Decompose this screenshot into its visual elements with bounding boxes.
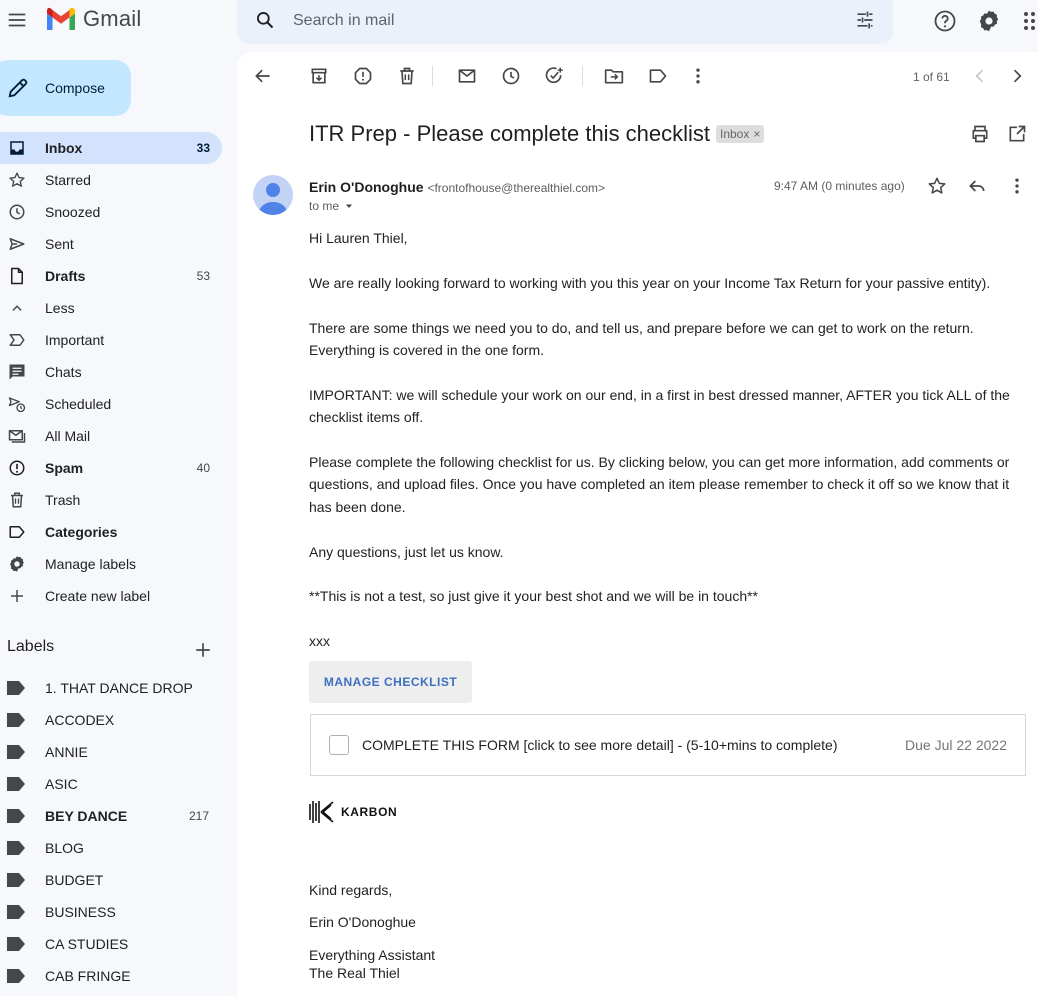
caret-down-icon bbox=[343, 200, 355, 212]
sidebar-item-label: Scheduled bbox=[45, 396, 112, 412]
label-tag-icon bbox=[7, 969, 25, 983]
chip-remove-icon[interactable]: × bbox=[753, 127, 761, 141]
back-arrow-icon[interactable] bbox=[253, 66, 273, 86]
karbon-wordmark: KARBON bbox=[341, 805, 398, 819]
sidebar-item-inbox[interactable] bbox=[0, 132, 222, 164]
reply-icon[interactable] bbox=[967, 176, 987, 196]
chevron-up-icon bbox=[8, 299, 26, 317]
label-name: 1. THAT DANCE DROP bbox=[45, 680, 193, 696]
unread-count: 33 bbox=[196, 141, 210, 155]
sidebar-item-scheduled[interactable] bbox=[0, 388, 222, 420]
label-item[interactable] bbox=[0, 896, 222, 928]
label-item[interactable] bbox=[0, 864, 222, 896]
sender-name[interactable]: Erin O'Donoghue bbox=[309, 179, 424, 195]
sidebar-item-label: Trash bbox=[45, 492, 81, 508]
checklist-item-row[interactable] bbox=[310, 714, 1026, 776]
label-name: ACCODEX bbox=[45, 712, 115, 728]
label-name: BUSINESS bbox=[45, 904, 116, 920]
body-paragraph: Please complete the following checklist for us. By clicking below, you can get more information, add comments or questions, and upload files. Once you have completed an item please remember to check it off so we know that it has been done. bbox=[309, 454, 1010, 515]
label-name: BEY DANCE bbox=[45, 808, 128, 824]
person-icon bbox=[253, 175, 293, 215]
karbon-mark-icon bbox=[309, 800, 335, 824]
label-item[interactable] bbox=[0, 768, 222, 800]
label-item[interactable] bbox=[0, 960, 222, 992]
sidebar-item-label: Less bbox=[45, 300, 75, 316]
trash-icon bbox=[8, 491, 26, 509]
label-tag-icon bbox=[7, 745, 25, 759]
label-item[interactable] bbox=[0, 832, 222, 864]
sidebar-item-label: All Mail bbox=[45, 428, 91, 444]
label-tag-icon bbox=[7, 777, 25, 791]
body-paragraph: **This is not a test, so just give it your best shot and we will be in touch** bbox=[309, 588, 759, 605]
body-paragraph: IMPORTANT: we will schedule your work on our end, in a first in best dressed manner, AFTER you tick ALL of the checklist items off. bbox=[309, 386, 1010, 426]
archive-icon[interactable] bbox=[309, 66, 329, 86]
important-icon bbox=[8, 331, 26, 349]
pencil-icon bbox=[7, 77, 29, 99]
chat-icon bbox=[8, 363, 26, 381]
label-item[interactable] bbox=[0, 736, 222, 768]
sender-email: <frontofhouse@therealthiel.com> bbox=[427, 181, 606, 195]
chevron-left-icon[interactable] bbox=[970, 66, 990, 86]
compose-button[interactable] bbox=[0, 60, 131, 116]
more-options-icon[interactable] bbox=[1007, 176, 1027, 196]
sidebar-item-label: Spam bbox=[45, 460, 84, 476]
labels-heading: Labels bbox=[7, 638, 55, 655]
label-tag-icon bbox=[7, 809, 25, 823]
toolbar-divider bbox=[582, 66, 583, 86]
recipient-label: to me bbox=[309, 199, 340, 213]
search-options-icon[interactable] bbox=[855, 10, 875, 30]
sidebar-item-label: Drafts bbox=[45, 268, 86, 284]
sidebar-item-starred[interactable] bbox=[0, 164, 222, 196]
sidebar-item-label: Sent bbox=[45, 236, 74, 252]
label-name: BLOG bbox=[45, 840, 84, 856]
draft-icon bbox=[8, 267, 26, 285]
checklist-due-date: Due Jul 22 2022 bbox=[905, 737, 1007, 753]
body-paragraph: Any questions, just let us know. bbox=[309, 543, 504, 560]
spam-count: 40 bbox=[196, 461, 210, 475]
snooze-icon[interactable] bbox=[501, 66, 521, 86]
body-paragraph: xxx bbox=[309, 633, 330, 650]
sidebar-item-label: Important bbox=[45, 332, 105, 348]
sidebar-item-label: Categories bbox=[45, 524, 118, 540]
app-name: Gmail bbox=[83, 6, 142, 31]
recipient-details[interactable] bbox=[309, 199, 355, 213]
settings-icon[interactable] bbox=[977, 9, 1001, 33]
sidebar-item-drafts[interactable] bbox=[0, 260, 222, 292]
label-icon[interactable] bbox=[648, 66, 668, 86]
inbox-icon bbox=[8, 139, 26, 157]
label-tag-icon bbox=[7, 873, 25, 887]
inbox-label-chip[interactable] bbox=[716, 125, 764, 143]
sidebar-item-snoozed[interactable] bbox=[0, 196, 222, 228]
star-icon[interactable] bbox=[927, 176, 947, 196]
more-vert-icon[interactable] bbox=[688, 66, 708, 86]
label-item[interactable] bbox=[0, 928, 222, 960]
label-name: CA STUDIES bbox=[45, 936, 129, 952]
spam-icon bbox=[8, 459, 26, 477]
toolbar-divider bbox=[432, 66, 433, 86]
gear-icon bbox=[8, 555, 26, 573]
sidebar-item-label: Inbox bbox=[45, 140, 83, 156]
sidebar-item-less[interactable] bbox=[0, 292, 222, 324]
sign-off: Kind regards, bbox=[309, 882, 393, 898]
sidebar-item-create-label[interactable] bbox=[0, 580, 222, 612]
sidebar-item-label: Starred bbox=[45, 172, 91, 188]
label-tag-icon bbox=[7, 841, 25, 855]
label-item[interactable] bbox=[0, 800, 222, 832]
label-outline-icon bbox=[8, 523, 26, 541]
label-tag-icon bbox=[7, 905, 25, 919]
pagination-label: 1 of 61 bbox=[913, 70, 950, 84]
sidebar-item-categories[interactable] bbox=[0, 516, 222, 548]
greeting: Hi Lauren Thiel, bbox=[309, 230, 408, 246]
main-menu-button[interactable] bbox=[6, 9, 28, 31]
delete-icon[interactable] bbox=[397, 66, 417, 86]
add-label-icon[interactable] bbox=[194, 641, 212, 659]
label-tag-icon bbox=[7, 937, 25, 951]
plus-icon bbox=[8, 587, 26, 605]
label-item[interactable] bbox=[0, 704, 222, 736]
compose-label: Compose bbox=[45, 80, 105, 96]
add-to-tasks-icon[interactable] bbox=[544, 66, 564, 86]
email-body bbox=[309, 227, 1019, 675]
sidebar-item-manage-labels[interactable] bbox=[0, 548, 222, 580]
draft-count: 53 bbox=[196, 269, 210, 283]
report-spam-icon[interactable] bbox=[353, 66, 373, 86]
manage-checklist-button[interactable]: MANAGE CHECKLIST bbox=[309, 661, 472, 703]
sidebar-item-important[interactable] bbox=[0, 324, 222, 356]
sidebar-item-label: Manage labels bbox=[45, 556, 137, 572]
search-icon[interactable] bbox=[255, 10, 275, 30]
clock-icon bbox=[8, 203, 26, 221]
label-item[interactable] bbox=[0, 672, 222, 704]
signature-company: The Real Thiel bbox=[309, 965, 400, 981]
message-view bbox=[237, 52, 1038, 996]
open-new-window-icon[interactable] bbox=[1007, 124, 1027, 144]
print-icon[interactable] bbox=[970, 124, 990, 144]
menu-icon bbox=[6, 9, 28, 31]
sidebar-item-chats[interactable] bbox=[0, 356, 222, 388]
label-name: ANNIE bbox=[45, 744, 88, 760]
sidebar-item-label: Create new label bbox=[45, 588, 151, 604]
search-input[interactable] bbox=[293, 9, 793, 33]
gmail-m-icon bbox=[45, 6, 77, 32]
sidebar-item-trash[interactable] bbox=[0, 484, 222, 516]
move-to-icon[interactable] bbox=[604, 66, 624, 86]
signature-title: Everything Assistant bbox=[309, 947, 436, 963]
label-name: ASIC bbox=[45, 776, 78, 792]
sidebar-item-label: Chats bbox=[45, 364, 82, 380]
checklist-item-text[interactable]: COMPLETE THIS FORM [click to see more detail] - (5-10+mins to complete) bbox=[362, 737, 838, 753]
sender-line bbox=[309, 179, 605, 195]
label-tag-icon bbox=[7, 713, 25, 727]
label-name: BUDGET bbox=[45, 872, 104, 888]
all-mail-icon bbox=[8, 427, 26, 445]
sidebar-item-spam[interactable] bbox=[0, 452, 222, 484]
sidebar-item-label: Snoozed bbox=[45, 204, 101, 220]
labels-list bbox=[0, 672, 222, 992]
gmail-logo[interactable] bbox=[45, 6, 141, 32]
signature-name: Erin O'Donoghue bbox=[309, 914, 416, 930]
help-icon[interactable] bbox=[933, 9, 957, 33]
karbon-logo[interactable] bbox=[309, 800, 397, 824]
chip-label: Inbox bbox=[720, 127, 750, 141]
scheduled-icon bbox=[8, 395, 26, 413]
checklist-checkbox[interactable] bbox=[329, 735, 349, 755]
chevron-right-icon[interactable] bbox=[1007, 66, 1027, 86]
email-subject: ITR Prep - Please complete this checklist bbox=[309, 121, 711, 146]
label-name: CAB FRINGE bbox=[45, 968, 131, 984]
star-icon bbox=[8, 171, 26, 189]
mark-unread-icon[interactable] bbox=[457, 66, 477, 86]
body-paragraph: There are some things we need you to do, and tell us, and prepare before we can get to work on the return. Everything is covered in the one form. bbox=[309, 319, 974, 358]
sidebar-nav bbox=[0, 132, 222, 612]
search-bar bbox=[237, 0, 893, 44]
label-tag-icon bbox=[7, 681, 25, 695]
body-paragraph: We are really looking forward to working with you this year on your Income Tax Return for your passive entity). bbox=[309, 274, 991, 291]
email-timestamp: 9:47 AM (0 minutes ago) bbox=[774, 179, 905, 193]
send-icon bbox=[8, 235, 26, 253]
apps-grid-icon[interactable] bbox=[1023, 11, 1038, 31]
sidebar-item-all-mail[interactable] bbox=[0, 420, 222, 452]
avatar[interactable] bbox=[253, 175, 293, 215]
label-count: 217 bbox=[188, 809, 209, 823]
sidebar-item-sent[interactable] bbox=[0, 228, 222, 260]
